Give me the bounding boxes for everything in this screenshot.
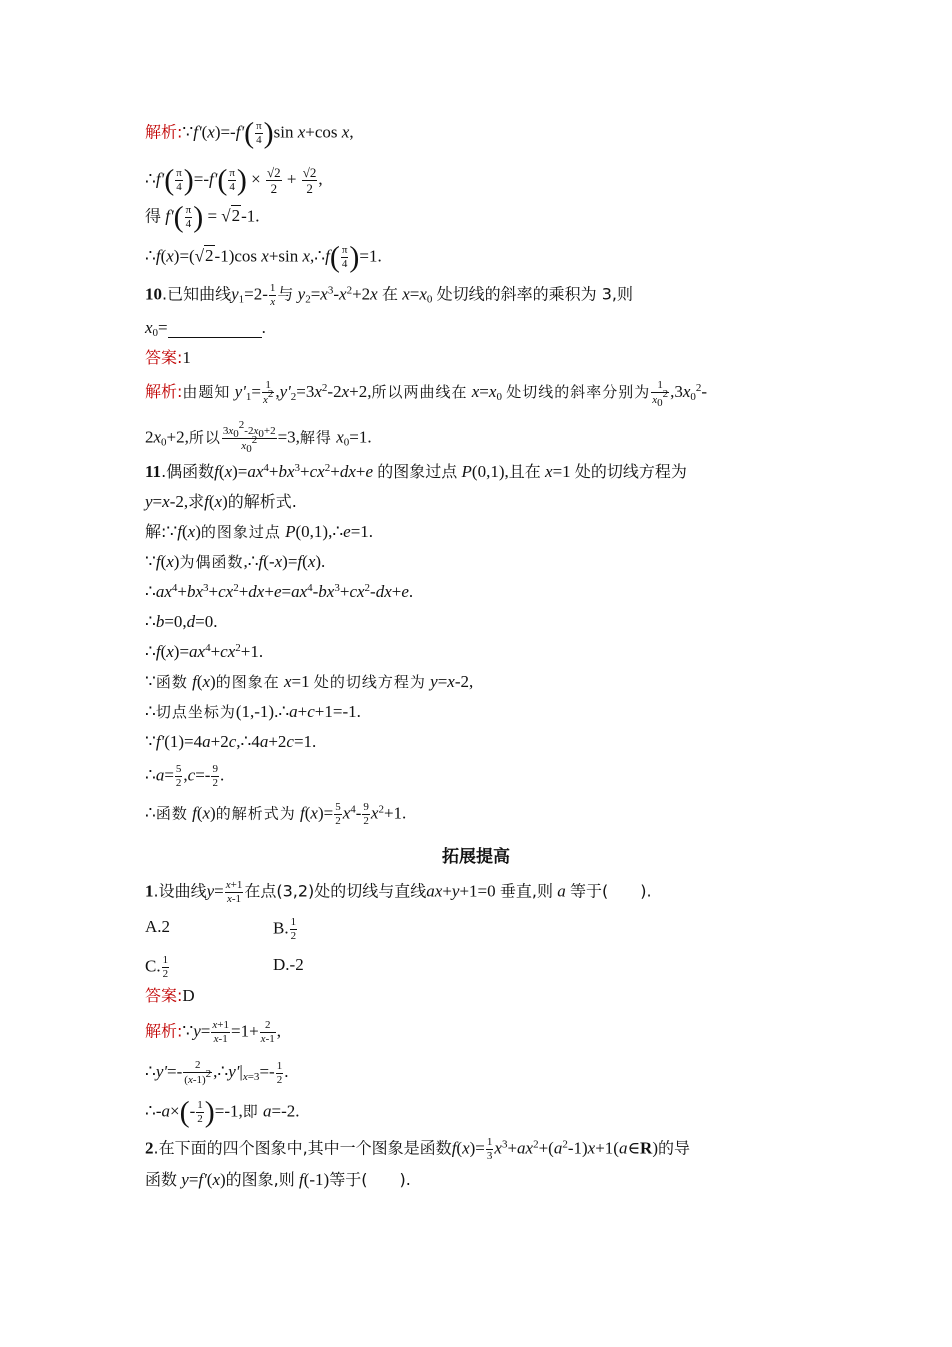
q1-text: 在点(3,2)处的切线与直线 bbox=[244, 881, 427, 901]
section-title: 拓展提高 bbox=[442, 847, 510, 867]
q11-solution-line-1: 解:∵f(x)的图象过点 P(0,1),∴e=1. bbox=[145, 522, 374, 541]
option-c-label: C. bbox=[145, 956, 161, 976]
q2-text: 函数 bbox=[145, 1170, 178, 1189]
q10-analysis-line-1: 解析:由题知 $y'_1=$ $\frac{1}{x^2}$ $,y'_2=3x^2-2x+2$,所以两曲线在 $x=x_0$ 处切线的斜率分别为 $\frac{1}{x_0^2}$ $,3x_0^2-$ bbox=[145, 379, 708, 409]
q2-text: .在下面的四个图象中,其中一个图象是函数 bbox=[153, 1138, 452, 1158]
prev-analysis-line-1: 解析:∵f'(x)=-f'( $\frac{\pi}{4}$ )sin x+cos x, bbox=[145, 116, 354, 150]
q1-stem: 1.设曲线y= $\frac{x+1}{x-1}$ 在点(3,2)处的切线与直线ax+y+1=0 垂直,则 a 等于( ). bbox=[145, 879, 652, 905]
q1-analysis-line-3: ∴-a×(- $\frac{1}{2}$ )=-1,即 a=-2. bbox=[145, 1095, 300, 1129]
q11-solution-line-9: ∴a= $\frac{5}{2}$ ,c=- $\frac{9}{2}$ . bbox=[145, 763, 225, 789]
analysis-label: 解析: bbox=[145, 381, 183, 401]
q2-stem-line-1: 2.在下面的四个图象中,其中一个图象是函数f(x)= $\frac{1}{3}$ $x^3+ax^2+(a^2-1)x+1(a\in R)$的导 bbox=[145, 1136, 691, 1162]
q10-text: 处切线的斜率的乘积为 3,则 bbox=[436, 284, 634, 304]
q10-number: 10 bbox=[145, 284, 162, 304]
solution-label: 解: bbox=[145, 522, 167, 541]
q11-text: 求 bbox=[188, 492, 205, 511]
q10-analysis-text: 处切线的斜率分别为 bbox=[506, 382, 651, 401]
prev-analysis-line-3: 得 f'( $\frac{\pi}{4}$ ) = √2-1. bbox=[145, 200, 260, 234]
q11-solution-line-8: ∵f'(1)=4a+2c,∴4a+2c=1. bbox=[145, 732, 317, 751]
q1-text: 垂直,则 bbox=[499, 881, 553, 901]
q10-text: 在 bbox=[381, 284, 398, 304]
q1-text: .设曲线 bbox=[153, 881, 207, 901]
q10-analysis-line-2: $2x_0+2$,所以 $\frac{3x_0^2-2x_0+2}{x_0^2}$ =3,解得 $x_0=1$. bbox=[145, 419, 372, 455]
q1-answer-line bbox=[145, 986, 195, 1006]
q2-stem-line-2: 函数 y=f'(x)的图象,则 f(-1)等于( ). bbox=[145, 1170, 411, 1189]
q11-stem-line-1: 11.偶函数$f(x)=ax^4+bx^3+cx^2+dx+e$ 的图象过点 P(0,1),且在 x=1 处的切线方程为 bbox=[145, 462, 687, 481]
q11-solution-line-4: ∴b=0,d=0. bbox=[145, 612, 218, 631]
q10-answer-line bbox=[145, 348, 191, 368]
q2-text: 的图象,则 bbox=[225, 1170, 295, 1189]
q1-option-c[interactable]: C. $\frac{1}{2}$ bbox=[145, 954, 169, 980]
prev-analysis-line-2: ∴f'( $\frac{\pi}{4}$ )=-f'( $\frac{\pi}{4}$ ) × $\frac{√2}{2}$ + $\frac{√2}{2}$ , bbox=[145, 163, 323, 197]
q11-text: 处的切线方程为 bbox=[574, 462, 687, 481]
analysis-label: 解析: bbox=[145, 122, 183, 142]
q10-answer: 1 bbox=[182, 348, 191, 367]
q11-text: 且在 bbox=[508, 462, 541, 481]
q2-text: 的导 bbox=[658, 1138, 691, 1158]
q10-analysis-text: 由题知 bbox=[182, 382, 231, 401]
option-d-label: D.-2 bbox=[273, 955, 304, 974]
option-b-label: B. bbox=[273, 918, 289, 938]
q11-solution-line-6: ∵函数 f(x)的图象在 x=1 处的切线方程为 y=x-2, bbox=[145, 672, 474, 691]
q1-option-a[interactable] bbox=[145, 917, 170, 937]
q1-option-d[interactable] bbox=[273, 955, 304, 975]
q10-text: .已知曲线 bbox=[162, 284, 232, 304]
q10-stem-line-2: $x_0=$ . bbox=[145, 318, 266, 339]
answer-label: 答案: bbox=[145, 348, 183, 367]
q11-text: 的图象过点 bbox=[377, 462, 458, 481]
q11-text: .偶函数 bbox=[161, 462, 215, 481]
q1-option-b[interactable]: B. $\frac{1}{2}$ bbox=[273, 916, 297, 942]
q11-number: 11 bbox=[145, 462, 162, 481]
q2-number: 2 bbox=[145, 1138, 154, 1158]
q1-number: 1 bbox=[145, 881, 154, 901]
q1-text: 等于( ). bbox=[570, 881, 652, 901]
q1-analysis-line-2: ∴y'=- $\frac{2}{(x-1)^2}$ $,\therefore y'|_{x=3}=-$ $\frac{1}{2}$ . bbox=[145, 1059, 289, 1086]
analysis-label: 解析: bbox=[145, 1021, 183, 1041]
q10-analysis-text: 所以两曲线在 bbox=[371, 382, 468, 401]
q11-solution-line-3: $\therefore ax^4+bx^3+cx^2+dx+e=ax^4-bx^3+cx^2-dx+e$. bbox=[145, 582, 414, 601]
q11-solution-line-2: ∵f(x)为偶函数,∴f(-x)=f(x). bbox=[145, 552, 326, 571]
q11-solution-line-10: ∴函数 f(x)的解析式为 f(x)= $\frac{5}{2}$ $x^4-$ $\frac{9}{2}$ $x^2+1$. bbox=[145, 801, 407, 827]
q10-stem-line-1: 10.已知曲线$y_1=2-$ $\frac{1}{x}$ 与 $y_2=x^3-x^2+2x$ 在 $x=x_0$ 处切线的斜率的乘积为 3,则 bbox=[145, 282, 634, 308]
option-a-label: A.2 bbox=[145, 917, 171, 936]
q10-analysis-text: 解得 bbox=[299, 428, 332, 447]
answer-blank bbox=[168, 323, 262, 338]
q11-stem-line-2: y=x-2,求f(x)的解析式. bbox=[145, 492, 297, 511]
answer-label: 答案: bbox=[145, 986, 183, 1005]
q1-answer: D bbox=[182, 986, 195, 1005]
q11-text: 的解析式. bbox=[227, 492, 297, 511]
q10-text: 与 bbox=[277, 284, 294, 304]
prev-analysis-line-4: ∴f(x)=(√2-1)cos x+sin x,∴f( $\frac{\pi}{4}$ )=1. bbox=[145, 240, 382, 274]
q11-solution-line-7: ∴切点坐标为(1,-1).∴a+c+1=-1. bbox=[145, 702, 361, 721]
q2-text: 等于( ). bbox=[329, 1170, 411, 1189]
q1-analysis-line-1: 解析:∵y= $\frac{x+1}{x-1}$ =1+ $\frac{2}{x-1}$ , bbox=[145, 1019, 281, 1045]
q11-solution-line-5: $\therefore f(x)=ax^4+cx^2+1$. bbox=[145, 642, 264, 661]
q10-analysis-text: 所以 bbox=[188, 428, 221, 447]
